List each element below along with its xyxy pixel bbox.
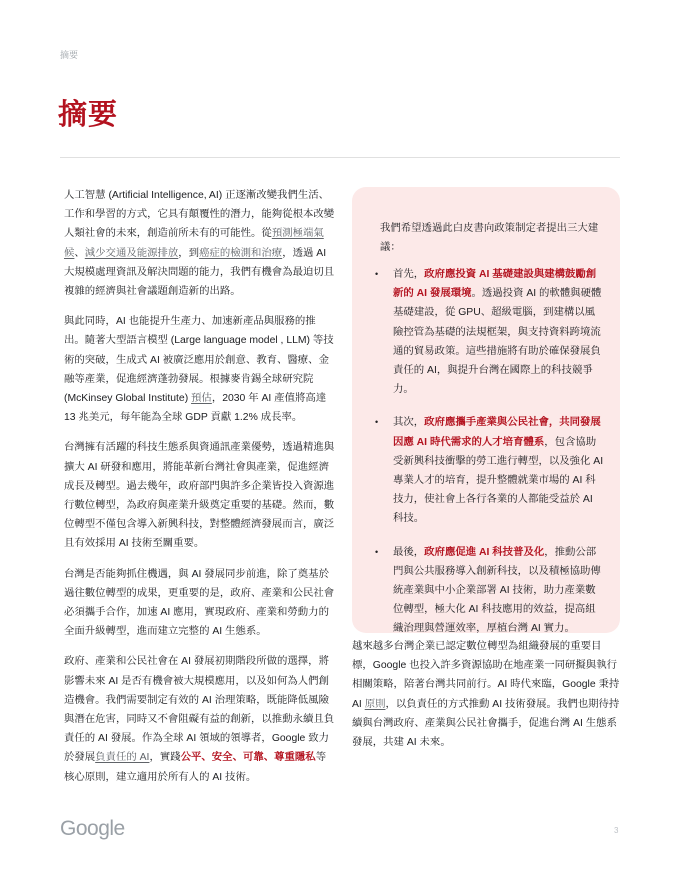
text-span: ，推動公部門與公共服務導入創新科技，以及積極協助傳統產業與中小企業部署 AI 技術，助力產業數位轉型，極大化 AI 科技應用的效益，提高組織治理與營運效率，厚植台灣 AI 實力。 [393, 546, 601, 635]
text-span: 。透過投資 AI 的軟體與硬體基礎建設，從 GPU、超級電腦，到建構以風險控管為基礎的法規框架，與支持資料跨境流通的貿易政策。這些措施將有助於確保發展負責任的 AI，與提升台灣在國際上的科技競爭力。 [393, 288, 602, 396]
paragraph-productivity [64, 312, 336, 427]
paragraph-intro [64, 186, 336, 301]
callout-intro: 我們希望透過此白皮書向政策制定者提出三大建議： [380, 223, 599, 253]
recommendation-highlight: 政府應促進 AI 科技普及化 [424, 546, 545, 558]
recommendation-item [372, 265, 604, 399]
link-emissions[interactable]: 減少交通及能源排放 [84, 247, 179, 259]
text-span: ，實踐 [149, 752, 181, 764]
principle-privacy: 尊重隱私 [274, 752, 316, 764]
text-span: 政府、產業和公民社會在 AI 發展初期階段所做的選擇，將影響未來 AI 是否有機會被大規模應用，以及如何為人們創造機會。我們需要制定有效的 AI 治理策略，既能降低風險與潛在危害，同時又不會阻礙有益的創新，以推動永續且負責任的 AI 發展。作為全球 AI 領域的領導者，Google 致力於發展 [64, 656, 335, 764]
text-span: 人工智慧 (Artificial Intelligence, AI) 正逐漸改變我們生活、工作和學習的方式，它具有顛覆性的潛力，能夠從根本改變人類社會的未來，創造前所未有的可能性。從 [64, 190, 335, 240]
recommendation-item [372, 543, 604, 639]
text-span: ，到 [178, 247, 200, 259]
left-column [64, 186, 336, 798]
recommendations-callout [352, 187, 620, 633]
text-span: 等核心原則，建立適用於所有人的 AI 技術。 [64, 752, 327, 783]
principle-fairness: 公平 [180, 752, 202, 764]
link-extreme-weather[interactable]: 預測極端氣候 [64, 228, 324, 259]
text-span: ，以負責任的方式推動 AI 技術發展。我們也期待持續與台灣政府、產業與公民社會攜手，促進台灣 AI 生態系發展，共建 AI 未來。 [352, 698, 620, 749]
recommendation-item [372, 413, 604, 528]
paragraph-google-commitment [352, 637, 622, 752]
principle-separator: 、 [201, 752, 212, 764]
text-span: ，包含協助受新興科技衝擊的勞工進行轉型，以及強化 AI 專業人才的培育，提升整體就業市場的 AI 科技力，使社會上各行各業的人都能受益於 AI 科技。 [393, 436, 604, 525]
google-logo: Google [60, 817, 125, 840]
paragraph-opportunity: 台灣是否能夠抓住機遇，與 AI 發展同步前進，除了奠基於過往數位轉型的成果，更重要的是，政府、產業和公民社會必須攜手合作，加速 AI 應用，實現政府、產業和勞動力的全面升級轉型，進而建立完整的 AI 生態系。 [64, 568, 335, 638]
paragraph-taiwan-ecosystem: 台灣擁有活躍的科技生態系與資通訊產業優勢，透過精進與擴大 AI 研發和應用，將能革新台灣社會與產業，促進經濟成長及轉型。過去幾年，政府部門與許多企業皆投入資源進行數位轉型，為政府與產業升級奠定重要的基礎。然而，數位轉型不僅包含導入新興科技，對整體經濟發展而言，廣泛且有效採用 AI 技術至關重要。 [64, 442, 335, 550]
page-number: 3 [614, 826, 619, 835]
principle-separator: 、 [232, 752, 243, 764]
text-span: 其次， [393, 417, 425, 429]
text-span: 最後， [393, 546, 425, 558]
recommendation-highlight: 政府應攜手產業與公民社會，共同發展因應 AI 時代需求的人才培育體系 [393, 417, 601, 448]
link-ai-principles[interactable]: 原則 [364, 698, 386, 710]
title-divider [60, 157, 620, 158]
page-title: 摘要 [58, 99, 119, 131]
recommendation-list [372, 265, 604, 653]
bullet-icon: • [375, 269, 379, 279]
text-span: 首先， [393, 269, 425, 280]
principle-safety: 安全 [211, 752, 233, 764]
recommendation-highlight: 政府應投資 AI 基礎建設與建構鼓勵創新的 AI 發展環境 [393, 269, 597, 300]
principle-reliability: 可靠 [242, 752, 264, 764]
principle-separator: 、 [263, 752, 275, 764]
text-span: 、 [74, 247, 85, 259]
text-span: ，2030 年 AI 產值將高達 13 兆美元，每年能為全球 GDP 貢獻 1.2% 成長率。 [64, 393, 327, 424]
bullet-icon: • [375, 417, 379, 428]
link-cancer-detection[interactable]: 癌症的檢測和治療 [199, 247, 283, 259]
bullet-icon: • [375, 546, 379, 557]
paragraph-governance [64, 652, 336, 786]
breadcrumb: 摘要 [60, 50, 79, 60]
link-mckinsey-estimate[interactable]: 預估 [191, 393, 212, 405]
text-span: ，透過 AI 大規模處理資訊及解決問題的能力，我們有機會為最迫切且複雜的經濟與社會議題創造新的出路。 [64, 247, 335, 298]
text-span: 與此同時，AI 也能提升生產力、加速新產品與服務的推出。隨著大型語言模型 (Large language model , LLM) 等技術的突破，生成式 AI 被廣泛應用於創意、教育、醫療、金融等產業，促進經濟蓬勃發展。根據麥肯錫全球研究院 (McKinsey Global Institute) [64, 316, 334, 405]
link-responsible-ai[interactable]: 負責任的 AI [95, 752, 150, 764]
text-span: 越來越多台灣企業已認定數位轉型為組織發展的重要目標，Google 也投入許多資源協助在地產業一同研擬與執行相關策略，陪著台灣共同前行。AI 時代來臨，Google 秉持 AI [352, 641, 620, 710]
